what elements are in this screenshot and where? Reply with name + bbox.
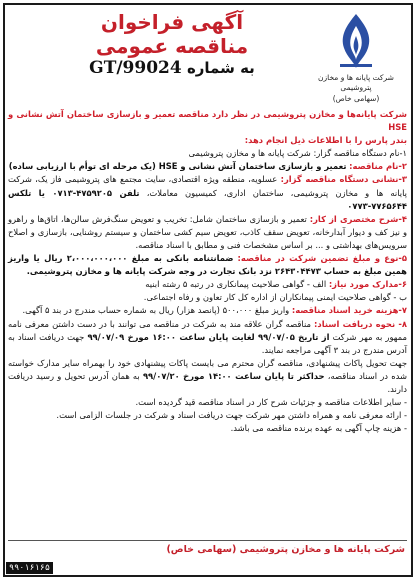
logo-org-name: شرکت پایانه ها و مخازن پتروشیمی [318,73,394,92]
item-6-b: ب - گواهی صلاحیت ایمنی پیمانکاران از اداره کل کار تعاون و رفاه اجتماعی. [143,292,407,303]
intro-line-2: بندر پارس را با اطلاعات ذیل انجام دهد: [244,135,407,146]
item-2 [8,160,407,173]
item-9-text: جهت تحویل پاکات پیشنهادی، مناقصه گران محترم می بایست پاکات پیشنهادی خود را بهمراه سایر مدارک خواسته شده در اسناد مناقصه، [8,357,407,381]
item-3 [8,173,407,212]
ad-code-badge: ۹۹۰۱۶۱۶۵ [6,562,53,574]
notice-header [4,4,412,106]
item-5-text: ضمانتنامه بانکی به مبلغ ۲،۰۰۰،۰۰۰،۰۰۰ ریال یا واریز همین مبلغ به حساب ۲۶۴۳۰۴۴۷۳ نزد بانک تجارت در وجه شرکت پایانه ها و مخازن پتروشیمی. [8,253,407,277]
item-8 [8,318,407,357]
item-3-phone: تلفن ۴۷۵۹۲۰۵-۰۷۱۳ یا تلکس ۷۷۶۵۶۴۴-۰۷۷۳ [8,187,407,211]
item-6-label: ۶-مدارک مورد نیاز: [328,279,407,290]
footer-signature: شرکت پایانه ها و مخازن پتروشیمی (سهامی خاص) [166,544,405,555]
tender-number-line [42,58,302,78]
item-7-label: ۷-هزینه خرید اسناد مناقصه: [291,305,407,316]
item-2-label: ۲-نام مناقصه: [349,161,407,172]
item-4-label: ۴-شرح مختصری از کار: [309,213,407,224]
item-3-text: عسلویه، منطقه ویژه اقتصادی، سایت مجتمع های پتروشیمی فاز یک، شرکت پایانه ها و مخازن پتروشیمی، ساختمان اداری، کمیسیون معاملات، [8,174,407,198]
item-5-label: ۵-نوع و مبلغ تضمین شرکت در مناقصه: [237,253,408,264]
footer-divider [8,540,407,541]
item-5 [8,252,407,278]
item-9-tail: به همان آدرس تحویل و رسید دریافت دارند. [8,370,407,394]
item-8-text: مناقصه گران علاقه مند به شرکت در مناقصه می توانند با در دست داشتن معرفی نامه ممهور به مهر شرکت [8,318,407,342]
item-3-label: ۳-نشانی دستگاه مناقصه گزار: [280,174,408,185]
item-6-a: الف - گواهی صلاحیت پیمانکاری در رتبه ۵ رشته ابنیه [145,279,327,290]
item-9 [8,357,407,396]
petrochemical-flame-logo-icon [328,10,384,72]
note-2: - ارائه معرفی نامه و همراه داشتن مهر شرکت جهت دریافت اسناد و شرکت در جلسات الزامی است. [56,410,407,421]
intro-line-1: شرکت پایانه‌ها و مخازن پتروشیمی در نظر دارد مناقصه تعمیر و بازسازی ساختمان آتش نشانی و HSE [8,109,407,133]
item-6 [8,278,407,291]
item-8-tail: جهت دریافت اسناد به آدرس مندرج در بند ۳ آگهی مراجعه نمایند. [8,331,407,355]
tender-number: GT/99024 [89,58,182,78]
item-8-dates: از تاریخ ۹۹/۰۷/۰۵ لغایت پایان ساعت ۱۶:۰۰ مورخ ۹۹/۰۷/۰۹ [87,331,330,342]
item-7 [8,304,407,317]
item-8-label: ۸- نحوه دریافت اسناد: [314,318,407,329]
page-title: آگهی فراخوان مناقصه عمومی [95,10,249,58]
notice-body [8,108,407,435]
company-logo [308,10,404,104]
note-3: - هزینه چاپ آگهی به عهده برنده مناقصه می باشد. [230,423,407,434]
item-4 [8,213,407,252]
item-9-deadline: حداکثر تا پایان ساعت ۱۴:۰۰ مورخ ۹۹/۰۷/۲۰ [142,370,325,381]
item-1: ۱-نام دستگاه مناقصه گزار: شرکت پایانه ها و مخازن پتروشیمی [188,148,407,159]
item-2-text: تعمیر و بازسازی ساختمان آتش نشانی و HSE (یک مرحله ای توأم با ارزیابی ساده) [8,161,347,172]
logo-org-sub: (سهامی خاص) [332,94,380,103]
note-1: - سایر اطلاعات مناقصه و جزئیات شرح کار در اسناد مناقصه قید گردیده است. [135,397,407,408]
item-7-text: واریز مبلغ ۵۰۰،۰۰۰ (پانصد هزار) ریال به شماره حساب مندرج در بند ۵ آگهی. [22,305,290,316]
tender-number-prefix: به شماره [186,59,255,77]
item-4-text: تعمیر و بازسازی ساختمان شامل: تخریب و تعویض سنگ‌فرش سالن‌ها، اتاق‌ها و راهرو و نیز کف و دیوار آبدارخانه، تعویض سقف کاذب، تعویض سیم کشی ساختمان و سیستم روشنایی، بازسازی و اصلاح سرویس‌های بهداشتی و ... بر اساس مشخصات فنی و مطابق با اسناد مناقصه. [8,213,407,250]
